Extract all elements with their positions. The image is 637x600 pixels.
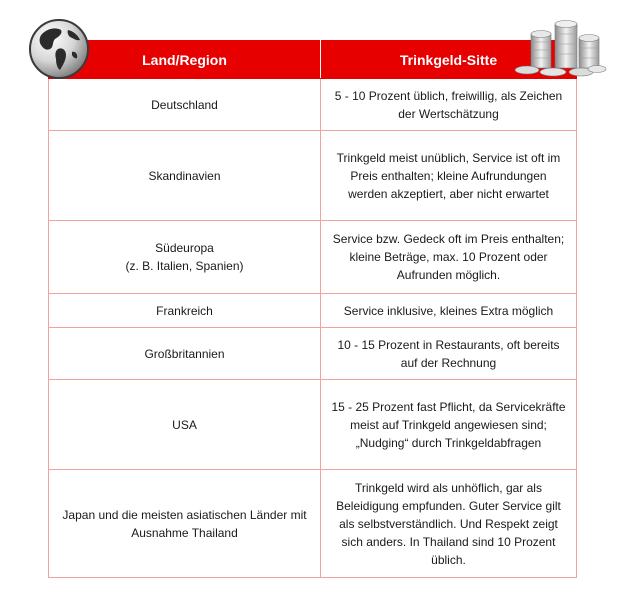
table-row [49, 380, 577, 470]
custom-cell: 5 - 10 Prozent üblich, freiwillig, als Zeichen der Wertschätzung [321, 79, 577, 131]
table-row [49, 131, 577, 221]
country-cell [49, 221, 321, 294]
table-row [49, 328, 577, 380]
tipping-table [48, 40, 577, 578]
custom-cell: Service bzw. Gedeck oft im Preis enthalten; kleine Beträge, max. 10 Prozent oder Aufrunden möglich. [321, 221, 577, 294]
country-name: Südeuropa [155, 241, 214, 255]
custom-cell: 10 - 15 Prozent in Restaurants, oft bereits auf der Rechnung [321, 328, 577, 380]
table-row [49, 221, 577, 294]
country-cell: Skandinavien [49, 131, 321, 221]
globe-icon [28, 18, 90, 80]
custom-cell: 15 - 25 Prozent fast Pflicht, da Servicekräfte meist auf Trinkgeld angewiesen sind; „Nudging“ durch Trinkgeldabfragen [321, 380, 577, 470]
country-cell: Deutschland [49, 79, 321, 131]
custom-cell: Trinkgeld wird als unhöflich, gar als Beleidigung empfunden. Guter Service gilt als selbstverständlich. Und Respekt zeigt sich anders. In Thailand sind 10 Prozent üblich. [321, 470, 577, 578]
country-note: (z. B. Italien, Spanien) [125, 259, 244, 273]
coin-stack-icon [513, 20, 607, 78]
header-custom: Trinkgeld-Sitte [321, 41, 577, 79]
table-row [49, 470, 577, 578]
country-cell: USA [49, 380, 321, 470]
table-header-row [49, 41, 577, 79]
custom-cell: Service inklusive, kleines Extra möglich [321, 294, 577, 328]
country-cell: Frankreich [49, 294, 321, 328]
custom-cell: Trinkgeld meist unüblich, Service ist oft im Preis enthalten; kleine Aufrundungen werden akzeptiert, aber nicht erwartet [321, 131, 577, 221]
country-cell: Großbritannien [49, 328, 321, 380]
header-country: Land/Region [49, 41, 321, 79]
country-cell: Japan und die meisten asiatischen Länder mit Ausnahme Thailand [49, 470, 321, 578]
table-row [49, 294, 577, 328]
table-row [49, 79, 577, 131]
